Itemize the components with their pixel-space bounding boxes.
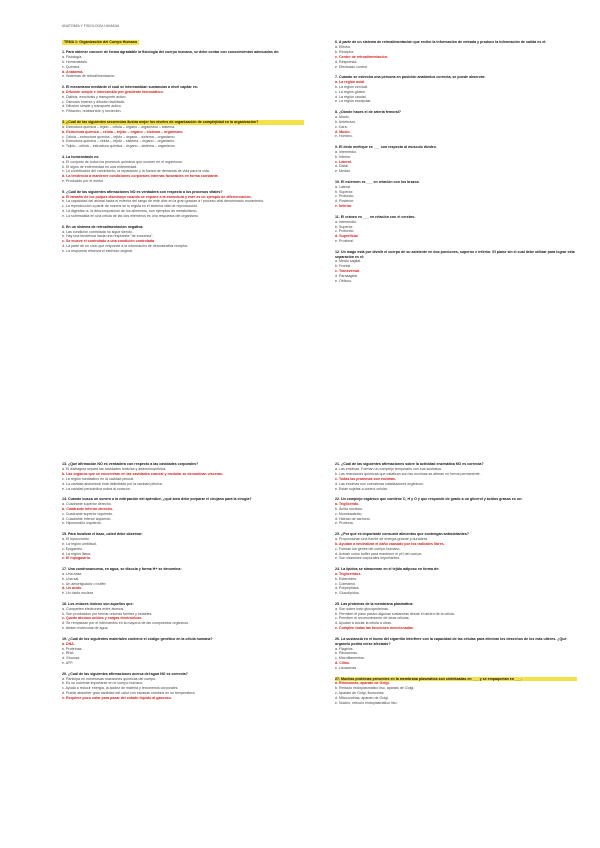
answer-option: a. Comparten electrones entre átomos. <box>62 606 125 611</box>
answer-option: c. La contribución del crecimiento, la reparación y la fuerza de demanda de vida para la vida. <box>62 169 210 174</box>
answer-option: e. Filtración, reabsorción y secreción. <box>62 109 122 114</box>
question-block <box>62 567 304 596</box>
question-block <box>335 110 577 139</box>
question-block <box>62 672 304 701</box>
question-block <box>335 497 577 526</box>
answer-option: b. Retículo endoplasmático liso, aparato de Golgi. <box>335 686 415 691</box>
answer-option: c. La reproducción a partir de nuevos se lo regula en el sistema vital de reproducción. <box>62 204 199 209</box>
answer-option: e. Medial. <box>335 169 351 174</box>
question-stem: 15. Para localizar el bazo, usted debe observar: <box>62 531 143 536</box>
answer-option: a. Fisiología. <box>62 54 83 59</box>
question-block <box>335 602 577 631</box>
answer-option: a. El conjunto de todos los procesos químicos que ocurren en el organismo. <box>62 159 183 164</box>
answer-option: a. Flagelos. <box>335 646 354 651</box>
answer-option-correct: d. Cilios. <box>335 661 350 666</box>
answer-option-correct: a. Triglicéridos. <box>335 571 362 576</box>
answer-option: e. La sobresalida en una célula de las dos miembros es una respuesta del organismo. <box>62 214 200 219</box>
answer-option: a. Intermedio. <box>335 149 357 154</box>
question-stem: 6. A parte de un sistema de retroalimentación que recibe la información de entrada y produce la información de salida es el: <box>335 40 547 44</box>
answer-option: e. ATP. <box>62 661 74 666</box>
answer-option: e. Efectuado control. <box>335 64 368 69</box>
answer-option: c. Colesterol. <box>335 581 356 586</box>
question-stem: 8. ¿Dónde haces el de arteria femoral? <box>335 109 401 114</box>
answer-option: c. Permiten el reconocimiento de otras células. <box>335 616 410 621</box>
answer-option-correct: c. Se mueve el controlado a una condición controlada. <box>62 239 156 244</box>
answer-option: d. Estructura química – célula – tejido – sistema – órgano – organismo. <box>62 139 176 144</box>
question-stem: 18. Los enlaces iónicos son aquellos que: <box>62 601 134 606</box>
question-block <box>62 225 304 254</box>
answer-option: b. El signo de enfermedad en una enfermedad. <box>62 164 138 169</box>
answer-option: b. Frontal. <box>335 264 352 269</box>
answer-option-correct: e. El hipogastrio. <box>62 556 91 561</box>
answer-option: e. Hombro. <box>335 134 353 139</box>
answer-option: b. Proteínas. <box>62 646 83 651</box>
question-stem: 24. La lípidos se almacenan en el tejido adiposo en forma de: <box>335 566 440 571</box>
answer-option: e. Atraen moléculas de agua. <box>62 626 109 631</box>
answer-option: b. Es un solvente importante en el cuerpo humano. <box>62 681 144 686</box>
answer-option: b. Una sal. <box>62 576 80 581</box>
question-block <box>335 75 577 104</box>
question-stem: 11. El cráneo es ___ en relación con el cerebro. <box>335 214 416 219</box>
answer-option-correct: e. Inferior. <box>335 204 353 209</box>
answer-option: d. La cavidad abdominal está delimitada por la cavidad pélvica. <box>62 481 163 486</box>
answer-option: e. Sistemas de retroalimentación. <box>62 74 116 79</box>
answer-option: c. La región mediastino en la cavidad pleural. <box>62 476 135 481</box>
answer-option: c. Cuadrante superior izquierdo. <box>62 511 114 516</box>
answer-option: d. Hidrato de carbono. <box>335 516 371 521</box>
question-stem: 3. ¿Cuál de las siguientes secuencias ilustra mejor los niveles de organización de complejidad en la organización? <box>62 120 304 125</box>
question-stem: 1. Para obtener conocer de forma agradable la fisiología del cuerpo humano, se debe contar con conocimientos adecuados de: <box>62 49 280 54</box>
question-stem: 7. Cuando se estrecha una persona en posición anatómica correcta, se puede observar: <box>335 74 486 79</box>
answer-option: a. Las condición controlada no sigue siendo. <box>62 229 133 234</box>
question-stem: 13. ¿Qué afirmación NO es verdadera con respecto a las cavidades corporales? <box>62 462 199 466</box>
answer-option: e. Un óxido nuclear. <box>62 591 94 596</box>
answer-option: d. Ayudan a anclar la célula a otras. <box>335 621 392 626</box>
answer-option: d. Mitocondrias, aparato de Golgi. <box>335 696 389 701</box>
answer-option: c. RNA. <box>62 651 75 656</box>
answer-option: b. La región umbilical. <box>62 541 97 546</box>
answer-option: b. La capacidad del animal hacia el exterior del rango de este dice en la gran gracias a l proceso vital denominado movimiento. <box>62 199 265 204</box>
answer-option: c. Aparato de Golgi, lisosomas. <box>335 691 385 696</box>
question-block <box>62 50 304 79</box>
answer-option-correct: d. Un ácido. <box>62 586 83 591</box>
question-block <box>62 602 304 631</box>
answer-option: d. Glucosa. <box>62 656 81 661</box>
answer-option: d. La digestión a, la descomposición de los alimentos, son ejemplos de metabolismo. <box>62 209 198 214</box>
answer-option: b. Superior. <box>335 189 354 194</box>
answer-option-correct: a. Ribosomas, aparato de Golgi. <box>335 681 390 686</box>
question-stem: 27. Muchas proteínas presentes en la membrana plasmática son sintetizadas en ___ y se empaquetan en ___. <box>335 677 577 682</box>
answer-option: c. Cara. <box>335 124 348 129</box>
question-stem: 6. En un sistema de retroalimentación negativa: <box>62 224 144 229</box>
question-stem: 25. Las proteínas de la membrana plasmática: <box>335 601 414 606</box>
answer-option: c. La región glútea. <box>335 89 366 94</box>
answer-option: b. Hay una tendencia hacia una respuesta "de encuesta". <box>62 234 154 239</box>
answer-option: e. La región escapular. <box>335 99 372 104</box>
question-stem: 17. Una condrosarcoma, en agua, se disocia y forma H+ se denomina: <box>62 566 182 571</box>
answer-option: d. Se remplazan por el intercambio en la mayoría de las compuestos orgánicos. <box>62 621 190 626</box>
answer-option-correct: c. Todas las proteínas son enzimas. <box>335 476 397 481</box>
answer-option: a. Medio sagital. <box>335 259 362 264</box>
answer-option: d. La región caudal. <box>335 94 367 99</box>
answer-option: a. Son sobre todo glucoproteínas. <box>335 606 389 611</box>
question-block <box>335 180 577 209</box>
answer-option: a. Cuadrante superior derecho. <box>62 501 112 506</box>
answer-option: a. Intermedio. <box>335 219 357 224</box>
answer-option: d. Actúan como buffer para mantener el pH del cuerpo. <box>335 551 423 556</box>
answer-option: e. Oblicuo. <box>335 279 353 284</box>
question-stem: 14. Cuando busca un sonero a la extirpación del apéndice, ¿qué área debe preparar el cirujano para la cirugía? <box>62 496 252 501</box>
answer-option-correct: a. El tamaño de los pulpos disminuye cuando se expone a la estructura y este es un ejemplo de diferenciación. <box>62 194 252 199</box>
question-stem: 23. ¿Por qué es importante consumir alimentos que contengan antioxidantes? <box>335 531 469 536</box>
question-stem: 9. El dedo meñique es ___ con respecto al músculo diestro. <box>335 144 437 149</box>
answer-option: b. Diálisis, exocitosis y transporte activo. <box>62 94 127 99</box>
answer-option: b. Receptor. <box>335 49 355 54</box>
answer-option-correct: b. Las órganos que se encuentran en las cavidades craneal y medular se denominan vísceras. <box>62 471 223 476</box>
answer-option: a. Participa en numerosas reacciones químicas del cuerpo. <box>62 676 157 681</box>
answer-option: b. Ácido nucleico. <box>335 506 364 511</box>
question-stem: 4. La homeostasis es: <box>62 154 100 159</box>
question-stem: 5. ¿Cuál de las siguientes afirmaciones NO es verdadera con respecto a los procesos vitales? <box>62 189 223 194</box>
document-header: ANATOMÍA Y FISIOLOGÍA HUMANA <box>62 24 120 28</box>
question-block <box>335 637 577 671</box>
column-right-p1 <box>335 40 577 289</box>
answer-option: a. Lateral. <box>335 184 351 189</box>
answer-option: e. La cavidad pericárdica rodea al corazón. <box>62 486 131 491</box>
answer-option: d. Cuadrante inferior izquierdo. <box>62 516 112 521</box>
answer-option-correct: e. Cumplen todas las funciones mencionadas. <box>335 626 414 631</box>
answer-option: c. Química. <box>62 64 81 69</box>
question-block <box>62 497 304 526</box>
question-block <box>335 677 577 706</box>
answer-option: b. Antebrazo. <box>335 119 357 124</box>
question-block <box>62 85 304 114</box>
answer-option-correct: d. Anatomía. <box>62 69 84 74</box>
answer-option: a. El hipocondrio. <box>62 536 90 541</box>
answer-option: b. Superior. <box>335 224 354 229</box>
answer-option: c. Microfilamentos. <box>335 656 365 661</box>
answer-option: c. Profundo. <box>335 229 355 234</box>
answer-option: c. Célula – estructura química – tejido – órgano – sistema – organismo. <box>62 134 176 139</box>
answer-option: c. Un amortiguador o buffer. <box>62 581 107 586</box>
answer-option: a. Proporcionan una fuente de energía grande y duradera. <box>335 536 428 541</box>
answer-option-correct: c. Transversal. <box>335 269 360 274</box>
answer-option: d. Puede absorber gran cantidad del calor con escasas cambios en su temperatura. <box>62 691 196 696</box>
answer-option-correct: a. La región axial. <box>335 79 366 84</box>
answer-option: d. Difusión simple y transporte activo. <box>62 104 122 109</box>
answer-option: a. El diafragma separa las cavidades torácica y abdominopélvica. <box>62 466 167 471</box>
answer-option: e. Proteína. <box>335 521 354 526</box>
answer-option: d. Distal. <box>335 164 349 169</box>
answer-option-correct: b. Ayudan a neutralizar el daño causado por los radicales libres. <box>335 541 445 546</box>
answer-option-correct: c. Centro de retroalimentación. <box>335 54 388 59</box>
answer-option-correct: d. Muslo. <box>335 129 351 134</box>
question-block <box>62 637 304 666</box>
answer-option: e. Son vitamines corporales importantes. <box>335 556 401 561</box>
question-block <box>335 145 577 174</box>
answer-option-correct: d. La tendencia a mantener condiciones corporales internas favorables en forma constante. <box>62 174 219 179</box>
column-left-p1 <box>62 40 304 260</box>
answer-option: a. Efector. <box>335 44 352 49</box>
answer-option: b. Permiten el paso pasivo algunas sustancias desde el dentro de la célula. <box>335 611 455 616</box>
answer-option: d. La región iliaca. <box>62 551 92 556</box>
answer-option: b. La región cervical. <box>335 84 369 89</box>
answer-option-correct: d. Superficial. <box>335 234 359 239</box>
answer-option: e. Glucolípidos. <box>335 591 360 596</box>
answer-option: e. La respuesta refuerza el estímulo original. <box>62 249 133 254</box>
answer-option: b. Esteroides. <box>335 576 357 581</box>
question-block <box>335 215 577 244</box>
question-stem: 2. El mecanismo mediante el cual se intercambian sustancias a nivel capilar es: <box>62 84 199 89</box>
section-title: TEMA 1: Organización del Cuerpo Humano <box>64 40 138 44</box>
answer-option-correct: a. Difusión simple e intercambio por gradiente hidrostático. <box>62 89 164 94</box>
answer-option-correct: a. Triglicérido. <box>335 501 360 506</box>
question-block <box>335 250 577 284</box>
question-block <box>335 462 577 491</box>
column-left-p2 <box>62 462 304 707</box>
answer-option: a. Una base. <box>62 571 83 576</box>
answer-option: b. Ribosomas. <box>335 651 358 656</box>
answer-option: c. Monosacárido. <box>335 511 363 516</box>
question-block <box>62 190 304 219</box>
answer-option: e. Están sujetas a control celular. <box>335 486 388 491</box>
question-block <box>62 462 304 491</box>
answer-option-correct: b. Estructura química – célula – tejido – órgano – sistema – organismo. <box>62 129 184 134</box>
answer-option: d. Polipéptidos. <box>335 586 360 591</box>
question-block <box>335 567 577 596</box>
question-block <box>335 532 577 561</box>
answer-option: d. Posterior. <box>335 199 355 204</box>
question-stem: 21. ¿Cuál de las siguientes afirmaciones sobre la actividad enzimática NO es correcta? <box>335 462 484 466</box>
answer-option: e. Proximal. <box>335 239 354 244</box>
answer-option: c. Ayuda a reducir energía, la acidez de materia y fenómenos corporales. <box>62 686 179 691</box>
question-block <box>62 155 304 184</box>
answer-option: b. Son producidos por formar uniones fuertes y estables. <box>62 611 153 616</box>
answer-option: b. Inferior. <box>335 154 351 159</box>
answer-option: b. Homeostasis. <box>62 59 88 64</box>
question-stem: 19. ¿Cuál de los siguientes materiales contiene el código genético en la célula humana? <box>62 636 213 641</box>
question-stem: 10. El esternón es ___ en relación con los brazos. <box>335 179 420 184</box>
answer-option: a. Muslo. <box>335 114 350 119</box>
answer-option: b. Las reacciones químicas que catalizan son las enzimas se alteran en forma permanente. <box>335 471 481 476</box>
answer-option: e. Lisosomas. <box>335 666 358 671</box>
answer-option: c. Forman los genes del cuerpo humano. <box>335 546 401 551</box>
answer-option: a. Las enzimas. Forman un complejo temporario con sus sustratos. <box>335 466 443 471</box>
answer-option-correct: b. Cuadrante inferior derecho. <box>62 506 114 511</box>
question-block <box>335 40 577 69</box>
question-stem: 26. La sustancia en el humo del cigarrillo interfiere con la capacidad de las células para eliminar los desechos de los más ulteres. ¿Qué organelo podría verse afectado? <box>335 636 567 646</box>
answer-option: d. Respuesta. <box>335 59 358 64</box>
answer-option: c. Epigastrio. <box>62 546 83 551</box>
question-stem: 12. Un mago está por dividir el cuerpo de su asistente en dos porciones, superior e inferior. El plano sin el cual debe utilizar para lograr esta separación es el: <box>335 249 575 259</box>
answer-option: e. Núcleo, retículo endoplasmático liso. <box>335 701 398 706</box>
answer-option: a. Estructura química – tejido – célula – órgano – organismo – sistema. <box>62 124 176 129</box>
page-bottom <box>0 424 600 848</box>
question-stem: 20. ¿Cuál de las siguientes afirmaciones acerca del agua NO es correcta? <box>62 671 188 676</box>
answer-option: d. Parasagital. <box>335 274 358 279</box>
answer-option-correct: a. DNA. <box>62 641 75 646</box>
answer-option: e. Hipocondrio izquierdo. <box>62 521 102 526</box>
answer-option: d. Las enzimas son coenzimas catalizadores orgánicos. <box>335 481 424 486</box>
answer-option: c. Profundo. <box>335 194 355 199</box>
answer-option-correct: e. Requiere poco calor para pasar del estado líquido al gaseoso. <box>62 696 172 701</box>
answer-option-correct: c. Lateral. <box>335 159 352 164</box>
question-block <box>62 120 304 149</box>
question-stem: 22. Un complejo orgánico que contiene C, H y O y que responde de grado a un glicerol y ácidos grasos es un: <box>335 496 523 501</box>
answer-option: e. Tejido – célula – estructura química – órgano – sistema – organismo. <box>62 144 176 149</box>
answer-option-correct: c. Quede átomos unidos y cargas electrónicas. <box>62 616 143 621</box>
answer-option: d. La parte de un ciclo que responde a la información de demostrativa receptor. <box>62 244 189 249</box>
answer-option: e. Producido por el medio. <box>62 179 104 184</box>
column-right-p2 <box>335 462 577 711</box>
question-block <box>62 532 304 561</box>
answer-option: c. Ósmosis inversa y difusión facilitada. <box>62 99 125 104</box>
